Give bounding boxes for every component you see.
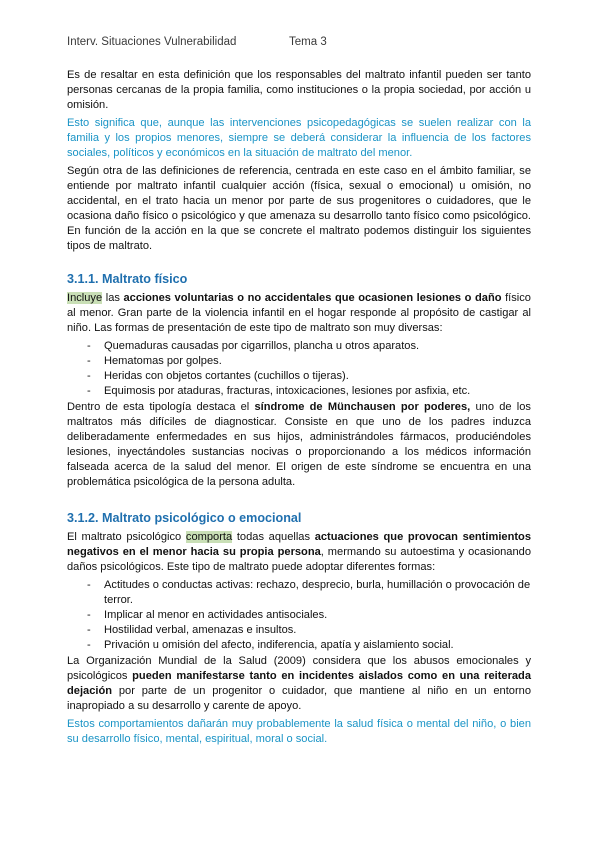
list-item (67, 369, 531, 384)
physical-paragraph-2 (67, 400, 531, 490)
list-item-text: Privación u omisión del afecto, indiferencia, apatía y aislamiento social. (104, 639, 454, 651)
text-run: La Organización Mundial de la Salud (2009) considera que los abusos emocionales y psicológicos (67, 655, 531, 682)
list-item-text: Quemaduras causadas por cigarrillos, plancha u otros aparatos. (104, 340, 420, 352)
highlighted-word: comporta (185, 531, 233, 543)
list-item (67, 339, 531, 354)
bullet-dash: - (87, 624, 91, 636)
list-item (67, 638, 531, 653)
bold-phrase: actuaciones que provocan sentimientos negativos en el menor hacia su propia persona (67, 531, 531, 558)
list-item-text: Actitudes o conductas activas: rechazo, desprecio, burla, humillación o provocación de terror. (104, 579, 531, 606)
psychological-forms-list (67, 578, 531, 653)
section-heading-physical: 3.1.1. Maltrato físico (67, 272, 188, 286)
text-run: todas aquellas (232, 531, 315, 543)
physical-paragraph-1 (67, 291, 531, 336)
bullet-dash: - (87, 385, 91, 397)
list-item (67, 608, 531, 623)
psychological-paragraph-2 (67, 654, 531, 714)
bullet-dash: - (87, 340, 91, 352)
list-item (67, 384, 531, 399)
topic-label: Tema 3 (289, 36, 327, 48)
document-body (67, 68, 531, 750)
text-run: El maltrato psicológico (67, 531, 186, 543)
psychological-paragraph-1 (67, 530, 531, 575)
list-item (67, 623, 531, 638)
list-item (67, 354, 531, 369)
text-run: las (102, 292, 124, 304)
bullet-dash: - (87, 609, 91, 621)
text-run: Dentro de esta tipología destaca el (67, 401, 255, 413)
list-item (67, 578, 531, 608)
intro-paragraph-2: Esto significa que, aunque las intervenciones psicopedagógicas se suelen realizar con la familia y los propios menores, siempre se deberá considerar la influencia de los factores sociales, políticos y económicos en la situación de maltrato del menor. (67, 117, 531, 159)
list-item-text: Hostilidad verbal, amenazas e insultos. (104, 624, 297, 636)
list-item-text: Heridas con objetos cortantes (cuchillos o tijeras). (104, 370, 349, 382)
text-run: uno de los maltratos más difíciles de diagnosticar. Consiste en que uno de los padres induzca deliberadamente enfermedades en sus hijos, administrándoles fármacos, produciéndoles lesiones, inyectándoles sustancias nocivas o proporcionando a los médicos información falseada acerca de la salud del menor. El origen de este síndrome se encuentra en una problemática psicológica de la persona adulta. (67, 401, 531, 488)
bullet-dash: - (87, 370, 91, 382)
psychological-paragraph-3: Estos comportamientos dañarán muy probablemente la salud física o mental del niño, o bien su desarrollo físico, mental, espiritual, moral o social. (67, 718, 531, 745)
list-item-text: Implicar al menor en actividades antisociales. (104, 609, 328, 621)
page-header (67, 36, 327, 48)
section-heading-psychological: 3.1.2. Maltrato psicológico o emocional (67, 511, 302, 525)
course-title: Interv. Situaciones Vulnerabilidad (67, 36, 237, 48)
list-item-text: Equimosis por ataduras, fracturas, intoxicaciones, lesiones por asfixia, etc. (104, 385, 471, 397)
highlighted-word: Incluye (67, 292, 103, 304)
list-item-text: Hematomas por golpes. (104, 355, 222, 367)
bold-phrase: pueden manifestarse tanto en incidentes aislados como en una reiterada dejación (67, 670, 531, 697)
bold-phrase: síndrome de Münchausen por poderes, (254, 401, 471, 413)
bullet-dash: - (87, 355, 91, 367)
bullet-dash: - (87, 579, 91, 591)
intro-paragraph-1: Es de resaltar en esta definición que los responsables del maltrato infantil pueden ser tanto personas cercanas de la propia familia, como instituciones o la propia sociedad, por acción u omisión. (67, 69, 531, 111)
intro-paragraph-3: Según otra de las definiciones de referencia, centrada en este caso en el ámbito familiar, se entiende por maltrato infantil cualquier acción (física, sexual o emocional) u omisión, no accidental, en el trato hacia un menor por parte de sus progenitores o cuidadores, que le ocasiona daño físico o psicológico y que amenaza su desarrollo tanto físico como psicológico. En función de la acción en la que se concrete el maltrato podemos distinguir los siguientes tipos de maltrato. (67, 165, 531, 252)
physical-forms-list (67, 339, 531, 399)
text-run: físico al menor. Gran parte de la violencia infantil en el hogar responde al propósito de castigar al niño. Las formas de presentación de este tipo de maltrato son muy diversas: (67, 292, 531, 334)
bullet-dash: - (87, 639, 91, 651)
text-run: , mermando su autoestima y ocasionando daños psicológicos. Este tipo de maltrato puede adoptar diferentes formas: (67, 546, 531, 573)
bold-phrase: acciones voluntarias o no accidentales que ocasionen lesiones o daño (123, 292, 502, 304)
text-run: por parte de un progenitor o cuidador, que mantiene al niño en un entorno inapropiado a su desarrollo y carente de apoyo. (67, 685, 531, 712)
